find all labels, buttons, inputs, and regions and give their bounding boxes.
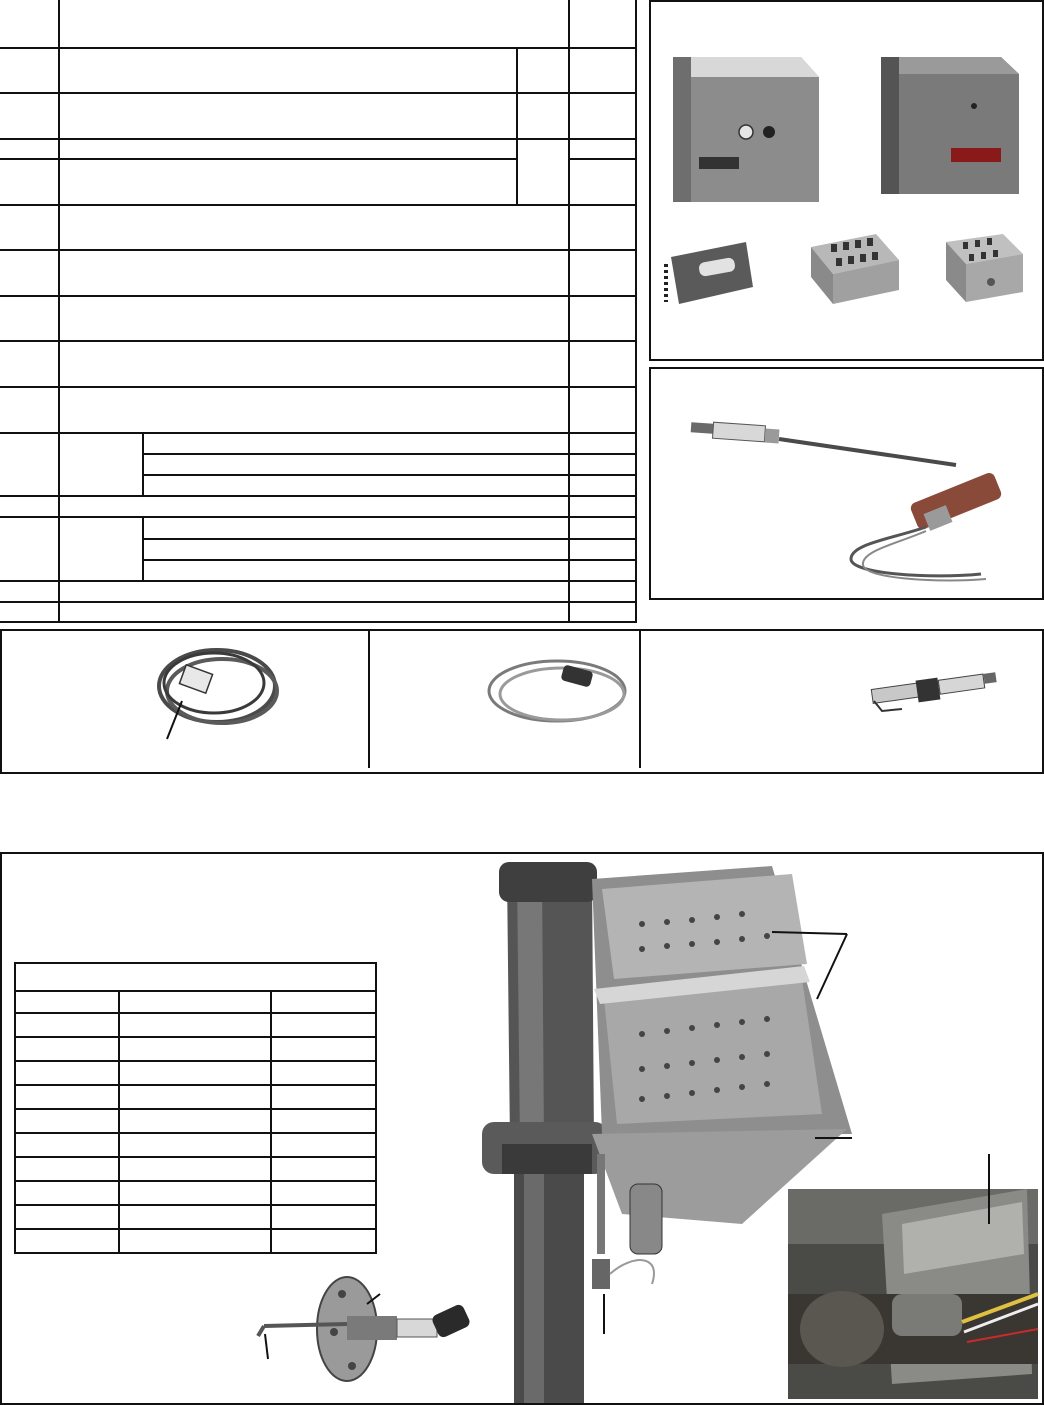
control-box-honeywell	[881, 57, 1019, 194]
uv-scanner	[851, 471, 1003, 580]
ignition-cable	[489, 661, 625, 721]
accessories-strip	[0, 629, 1044, 774]
flame-rod	[691, 422, 956, 465]
parts-table-col-divider	[142, 516, 144, 580]
igniter	[871, 672, 996, 711]
flame-sensor-photo-panel	[649, 367, 1044, 600]
wiring-subbase-1	[811, 234, 899, 304]
parts-table	[0, 0, 637, 623]
accessories-photos	[2, 631, 1042, 772]
controls-photo-panel	[649, 0, 1044, 361]
installed-burner-photo	[788, 1154, 1038, 1399]
parts-table-col-divider	[142, 432, 144, 496]
control-box-stainless	[673, 57, 819, 202]
controls-photo	[651, 2, 1042, 359]
wiring-subbase-2	[946, 234, 1023, 302]
flame-sensor-photo	[651, 369, 1042, 598]
cable-harness-coil	[159, 650, 277, 739]
parts-table-col-divider	[516, 47, 518, 204]
burner-photos	[2, 854, 1042, 1403]
burner-section	[0, 852, 1044, 1405]
pilot-assembly	[258, 1277, 471, 1381]
circuit-board	[666, 242, 753, 304]
